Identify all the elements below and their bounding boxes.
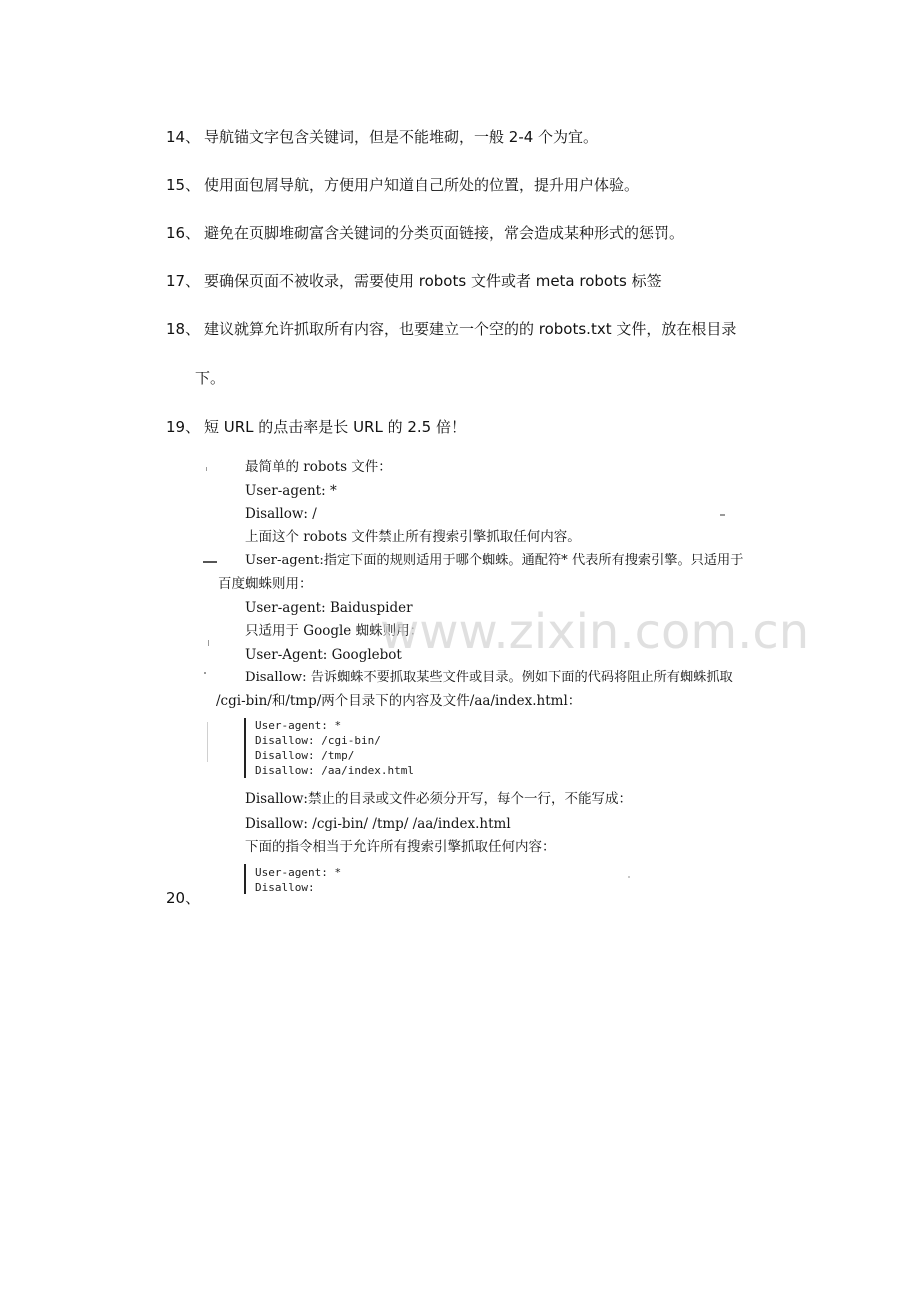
code-line: Disallow: /aa/index.html <box>255 764 414 777</box>
item-number: 16、 <box>166 224 201 242</box>
code-line: Disallow: /tmp/ <box>255 749 355 762</box>
item-number: 14、 <box>166 128 201 146</box>
scan-line: 上面这个 robots 文件禁止所有搜索引擎抓取任何内容。 <box>245 529 581 545</box>
scan-speck <box>207 722 208 762</box>
list-item-18 <box>166 319 736 339</box>
code-block-bar <box>244 718 246 778</box>
scan-line: Disallow: /cgi-bin/ /tmp/ /aa/index.html <box>245 816 511 832</box>
list-item-20 <box>166 888 204 908</box>
list-item-15 <box>166 175 639 195</box>
item-number: 18、 <box>166 320 201 338</box>
scan-line: 只适用于 Google 蜘蛛则用： <box>245 623 424 639</box>
item-text: 导航锚文字包含关键词，但是不能堆砌，一般 2-4 个为宜。 <box>204 128 599 146</box>
list-item-17 <box>166 271 662 291</box>
code-block-bar <box>244 864 246 894</box>
scan-speck <box>720 514 725 516</box>
scan-line: Disallow:禁止的目录或文件必须分开写，每个一行，不能写成： <box>245 791 632 807</box>
list-item-14 <box>166 127 598 147</box>
scan-line: Disallow: 告诉蜘蛛不要抓取某些文件或目录。例如下面的代码将阻止所有蜘蛛抓取 <box>245 670 733 685</box>
item-number: 19、 <box>166 418 201 436</box>
scan-line: /cgi-bin/和/tmp/两个目录下的内容及文件/aa/index.html： <box>216 693 582 709</box>
item-number: 17、 <box>166 272 201 290</box>
scan-line: 最简单的 robots 文件： <box>245 459 392 475</box>
scan-line: User-Agent: Googlebot <box>245 647 402 663</box>
scan-speck <box>628 876 630 878</box>
scan-speck <box>208 640 209 646</box>
item-number: 20、 <box>166 889 201 907</box>
code-line: User-agent: * <box>255 866 342 879</box>
watermark: www.zixin.com.cn <box>380 604 810 660</box>
code-line: User-agent: * <box>255 719 342 732</box>
list-item-18-continuation: 下。 <box>195 369 226 387</box>
scan-speck <box>203 561 217 563</box>
code-line: Disallow: /cgi-bin/ <box>255 734 381 747</box>
scanned-excerpt <box>200 452 810 902</box>
item-text: 短 URL 的点击率是长 URL 的 2.5 倍！ <box>204 418 466 436</box>
item-text: 使用面包屑导航，方便用户知道自己所处的位置，提升用户体验。 <box>204 176 640 194</box>
item-text: 要确保页面不被收录，需要使用 robots 文件或者 meta robots 标签 <box>204 272 662 290</box>
scan-line: User-agent:指定下面的规则适用于哪个蜘蛛。通配符* 代表所有搜索引擎。只适用于 <box>245 553 744 568</box>
scan-line: Disallow: / <box>245 506 317 522</box>
scan-line: 下面的指令相当于允许所有搜索引擎抓取任何内容： <box>245 839 556 855</box>
item-number: 15、 <box>166 176 201 194</box>
scan-line: 百度蜘蛛则用： <box>218 576 313 592</box>
item-text: 避免在页脚堆砌富含关键词的分类页面链接，常会造成某种形式的惩罚。 <box>204 224 685 242</box>
list-item-16 <box>166 223 684 243</box>
code-line: Disallow: <box>255 881 315 894</box>
scan-line: User-agent: * <box>245 483 337 499</box>
scan-line: User-agent: Baiduspider <box>245 600 413 616</box>
list-item-19 <box>166 417 466 437</box>
scan-speck <box>204 672 206 674</box>
item-text: 建议就算允许抓取所有内容，也要建立一个空的的 robots.txt 文件，放在根目录 <box>204 320 737 338</box>
scan-speck <box>206 467 207 471</box>
